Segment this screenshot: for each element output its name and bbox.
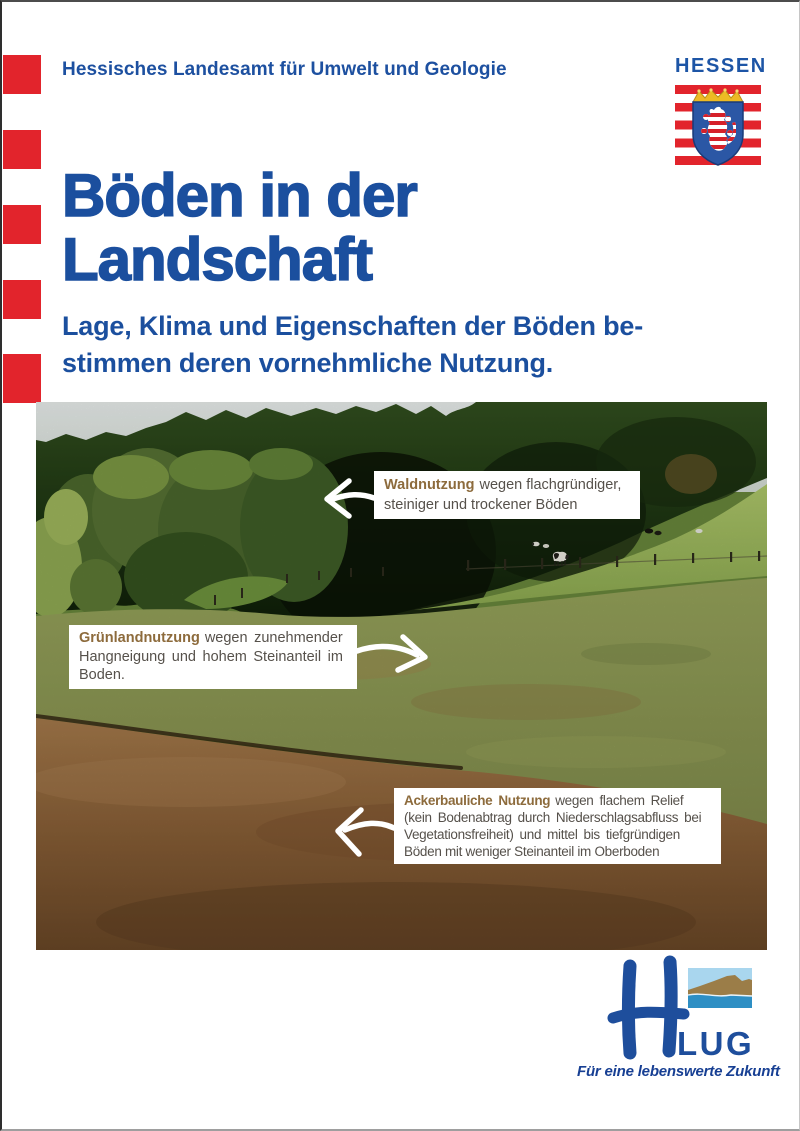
hlug-lug-letters: LUG	[677, 1025, 755, 1062]
page-title	[62, 164, 417, 292]
annotation-gruenlandnutzung: Grünlandnutzung wegen zunehmender Hangneigung und hohem Steinanteil im Boden.	[69, 625, 357, 689]
red-dash	[3, 130, 41, 169]
hessen-logo	[675, 55, 767, 165]
subtitle-line1: Lage, Klima und Eigenschaften der Böden be-	[62, 311, 643, 341]
hlug-tagline: Für eine lebenswerte Zukunft	[577, 1063, 780, 1080]
title-line1: Böden in der	[62, 162, 417, 229]
annotation-ackerbauliche-nutzung: Ackerbauliche Nutzung wegen flachem Relief (kein Bodenabtrag durch Niederschlagsabfluss bei Vegetationsfreiheit) und mittel bis tiefgründigen Böden mit weniger Steinanteil im Oberboden	[394, 788, 721, 864]
subtitle-line2: stimmen deren vornehmliche Nutzung.	[62, 348, 554, 378]
annotation-waldnutzung: Waldnutzung wegen flachgründiger, steiniger und trockener Böden	[374, 471, 640, 519]
red-dash	[3, 205, 41, 244]
hessen-wordmark: HESSEN	[675, 55, 767, 77]
annotation-label: Waldnutzung	[384, 477, 475, 493]
hessen-coat-of-arms-icon	[692, 88, 744, 166]
annotation-label: Ackerbauliche Nutzung	[404, 793, 551, 808]
red-dash	[3, 55, 41, 94]
landscape-photo	[36, 402, 767, 950]
landscape-icon	[688, 968, 752, 1008]
hlug-logo	[597, 955, 787, 1065]
red-dash	[3, 280, 41, 319]
red-dash	[3, 354, 41, 403]
hlug-h-glyph	[613, 962, 684, 1053]
agency-name: Hessisches Landesamt für Umwelt und Geologie	[62, 59, 507, 80]
hessen-flag	[675, 85, 761, 165]
page-subtitle	[62, 308, 643, 382]
title-line2: Landschaft	[62, 226, 373, 293]
annotation-label: Grünlandnutzung	[79, 630, 200, 646]
